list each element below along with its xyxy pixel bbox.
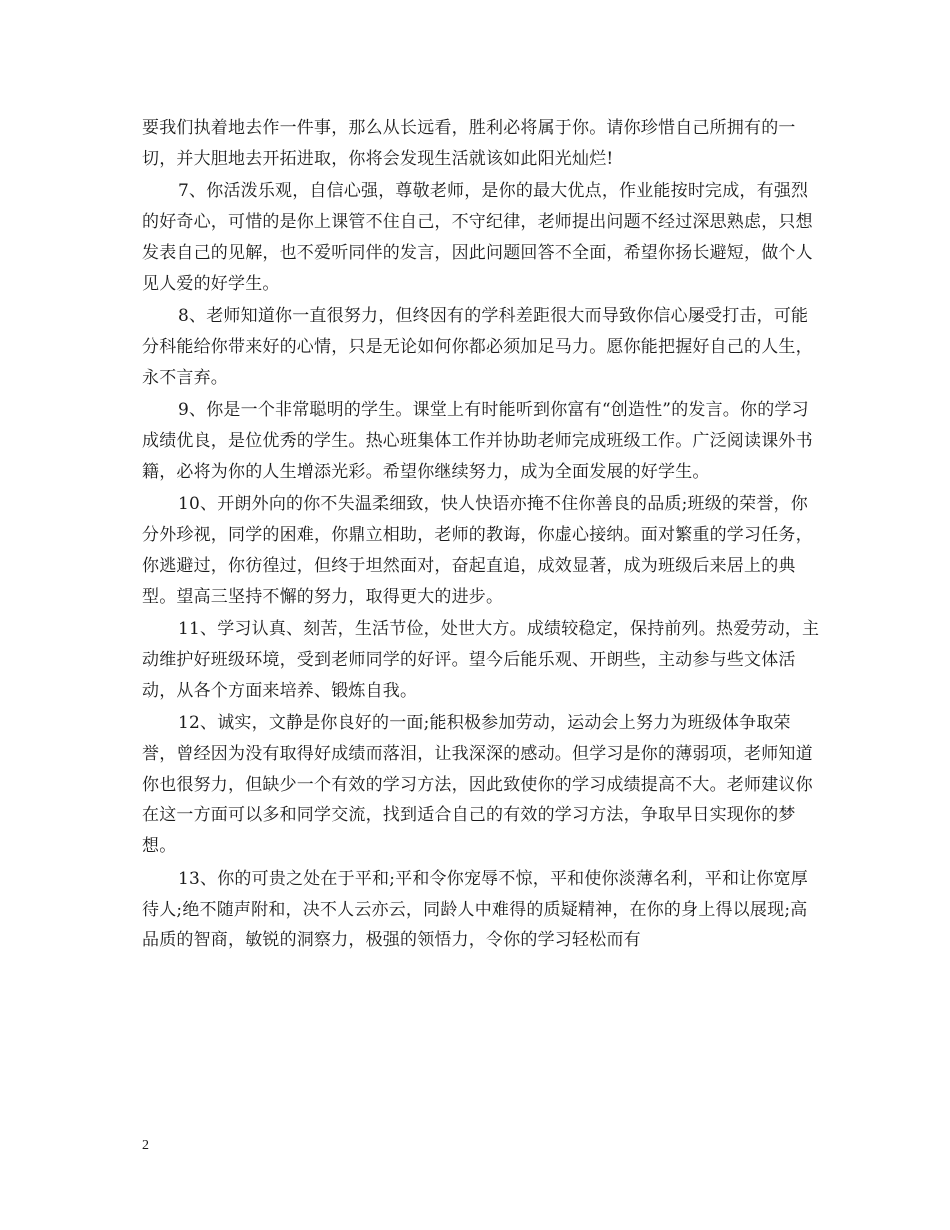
page-number: 2 — [142, 1138, 149, 1153]
paragraph-continuation: 要我们执着地去作一件事，那么从长远看，胜利必将属于你。请你珍惜自己所拥有的一切，并大胆地去开拓进取，你将会发现生活就该如此阳光灿烂! — [142, 118, 796, 169]
paragraph-comment-7: 7、你活泼乐观，自信心强，尊敬老师，是你的最大优点，作业能按时完成，有强烈的好奇心，可惜的是你上课管不住自己，不守纪律，老师提出问题不经过深思熟虑，只想发表自己的见解，也不爱听同伴的发言，因此问题回答不全面，希望你扬长避短，做个人见人爱的好学生。 — [142, 181, 813, 294]
paragraph-comment-12: 12、诚实，文静是你良好的一面;能积极参加劳动，运动会上努力为班级体争取荣誉，曾经因为没有取得好成绩而落泪，让我深深的感动。但学习是你的薄弱项，老师知道你也很努力，但缺少一个有效的学习方法，因此致使你的学习成绩提高不大。老师建议你在这一方面可以多和同学交流，找到适合自己的有效的学习方法，争取早日实现你的梦想。 — [142, 713, 813, 857]
paragraph-comment-13: 13、你的可贵之处在于平和;平和令你宠辱不惊，平和使你淡薄名利，平和让你宽厚待人;绝不随声附和，决不人云亦云，同龄人中难得的质疑精神，在你的身上得以展现;高品质的智商，敏锐的洞察力，极强的领悟力，令你的学习轻松而有 — [142, 868, 808, 951]
document-body — [142, 113, 822, 958]
paragraph-comment-10: 10、开朗外向的你不失温柔细致，快人快语亦掩不住你善良的品质;班级的荣誉，你分外珍视，同学的困难，你鼎立相助，老师的教诲，你虚心接纳。面对繁重的学习任务，你逃避过，你彷徨过，但终于坦然面对，奋起直追，成效显著，成为班级后来居上的典型。望高三坚持不懈的努力，取得更大的进步。 — [142, 494, 813, 607]
paragraph-comment-11: 11、学习认真、刻苦，生活节俭，处世大方。成绩较稳定，保持前列。热爱劳动，主动维护好班级环境，受到老师同学的好评。望今后能乐观、开朗些，主动参与些文体活动，从各个方面来培养、锻炼自我。 — [142, 619, 820, 701]
paragraph-comment-8: 8、老师知道你一直很努力，但终因有的学科差距很大而导致你信心屡受打击，可能分科能给你带来好的心情，只是无论如何你都必须加足马力。愿你能把握好自己的人生，永不言弃。 — [142, 306, 813, 388]
paragraph-comment-9: 9、你是一个非常聪明的学生。课堂上有时能听到你富有“创造性”的发言。你的学习成绩优良，是位优秀的学生。热心班集体工作并协助老师完成班级工作。广泛阅读课外书籍，必将为你的人生增添光彩。希望你继续努力，成为全面发展的好学生。 — [142, 400, 813, 482]
